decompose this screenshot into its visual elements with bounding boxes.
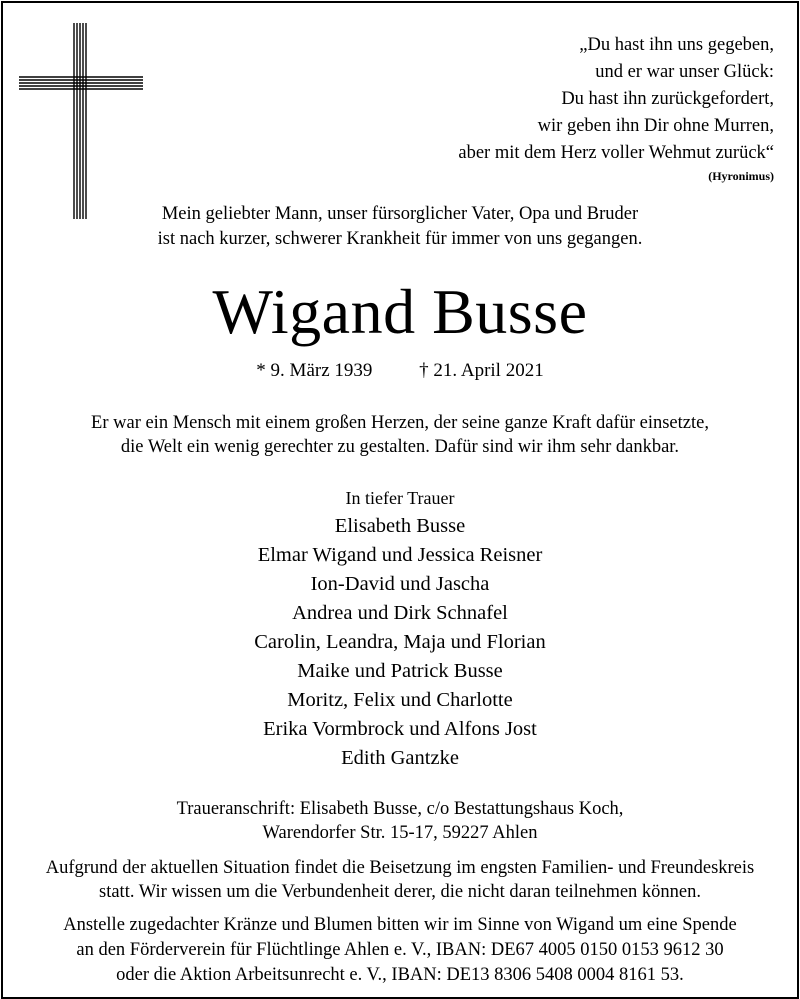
mourning-heading: In tiefer Trauer — [345, 488, 455, 508]
quote-line: aber mit dem Herz voller Wehmut zurück“ — [458, 143, 774, 163]
quote-author: (Hyronimus) — [708, 169, 774, 183]
mourning-address — [0, 797, 800, 845]
donation-line: an den Förderverein für Flüchtlinge Ahlen e. V., IBAN: DE67 4005 0150 0153 9612 30 — [76, 940, 724, 960]
quote-line: und er war unser Glück: — [595, 62, 774, 82]
mourner: Erika Vormbrock und Alfons Jost — [263, 718, 537, 740]
deceased-name: Wigand Busse — [212, 276, 588, 347]
mourner: Elmar Wigand und Jessica Reisner — [257, 544, 543, 566]
mourner: Edith Gantzke — [341, 747, 459, 769]
mourners-list — [0, 484, 800, 773]
tribute-line: die Welt ein wenig gerechter zu gestalten. Dafür sind wir ihm sehr dankbar. — [120, 437, 680, 457]
quote-line: „Du hast ihn uns gegeben, — [579, 35, 774, 55]
quote-line: Du hast ihn zurückgefordert, — [561, 89, 774, 109]
birth-date: * 9. März 1939 — [256, 360, 373, 381]
tribute-line: Er war ein Mensch mit einem großen Herzen, der seine ganze Kraft dafür einsetzte, — [91, 413, 709, 433]
quote — [274, 32, 774, 184]
death-date: † 21. April 2021 — [419, 360, 544, 381]
cross-icon — [19, 23, 143, 219]
intro-line: ist nach kurzer, schwerer Krankheit für immer von uns gegangen. — [157, 229, 643, 249]
tribute-text — [0, 411, 800, 459]
life-dates — [0, 358, 800, 384]
quote-line: wir geben ihn Dir ohne Murren, — [537, 116, 774, 136]
funeral-notice — [0, 856, 800, 904]
mourner: Carolin, Leandra, Maja und Florian — [254, 631, 546, 653]
mourner: Andrea und Dirk Schnafel — [292, 602, 508, 624]
donation-request — [0, 913, 800, 988]
address-line: Warendorfer Str. 15-17, 59227 Ahlen — [262, 823, 538, 843]
donation-line: oder die Aktion Arbeitsunrecht e. V., IBAN: DE13 8306 5408 0004 8161 53. — [116, 965, 684, 985]
mourner: Ion-David und Jascha — [310, 573, 490, 595]
mourner: Elisabeth Busse — [334, 515, 466, 537]
intro-text — [0, 202, 800, 252]
notice-line: Aufgrund der aktuellen Situation findet die Beisetzung im engsten Familien- und Freundeskreis — [45, 858, 755, 878]
donation-line: Anstelle zugedachter Kränze und Blumen bitten wir im Sinne von Wigand um eine Spende — [63, 915, 737, 935]
notice-line: statt. Wir wissen um die Verbundenheit derer, die nicht daran teilnehmen können. — [99, 882, 701, 902]
mourner: Moritz, Felix und Charlotte — [287, 689, 513, 711]
address-line: Traueranschrift: Elisabeth Busse, c/o Bestattungshaus Koch, — [176, 799, 624, 819]
intro-line: Mein geliebter Mann, unser fürsorglicher Vater, Opa und Bruder — [161, 204, 639, 224]
mourner: Maike und Patrick Busse — [297, 660, 503, 682]
